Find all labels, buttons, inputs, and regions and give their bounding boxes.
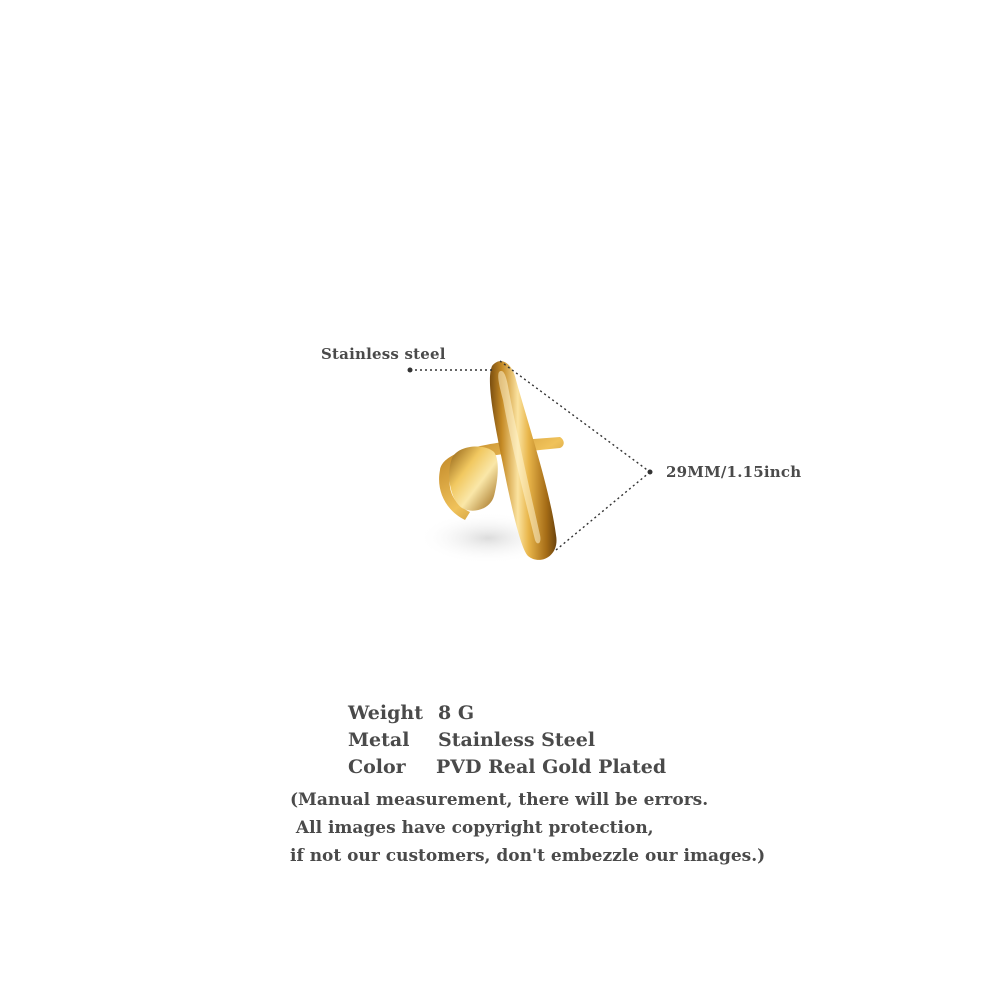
note-line: (Manual measurement, there will be errors.	[290, 790, 709, 810]
spec-key: Color	[348, 756, 406, 778]
material-label: Stainless steel	[321, 345, 446, 363]
spec-row-weight	[348, 700, 666, 727]
spec-table	[348, 700, 666, 781]
disclaimer-notes	[290, 786, 765, 870]
spec-key: Metal	[348, 729, 410, 751]
spec-value: 8 G	[438, 702, 475, 724]
note-line: if not our customers, don't embezzle our images.)	[290, 846, 766, 866]
spec-value: PVD Real Gold Plated	[436, 756, 667, 778]
ring-pebble	[449, 446, 498, 510]
spec-row-color	[348, 754, 666, 781]
spec-key: Weight	[348, 702, 423, 724]
material-callout-dot	[408, 368, 413, 373]
spec-value: Stainless Steel	[438, 729, 596, 751]
note-line: All images have copyright protection,	[290, 818, 654, 838]
size-callout-dot	[648, 470, 653, 475]
size-callout-line-bottom	[556, 472, 650, 550]
size-label: 29MM/1.15inch	[666, 463, 802, 481]
spec-row-metal	[348, 727, 666, 754]
